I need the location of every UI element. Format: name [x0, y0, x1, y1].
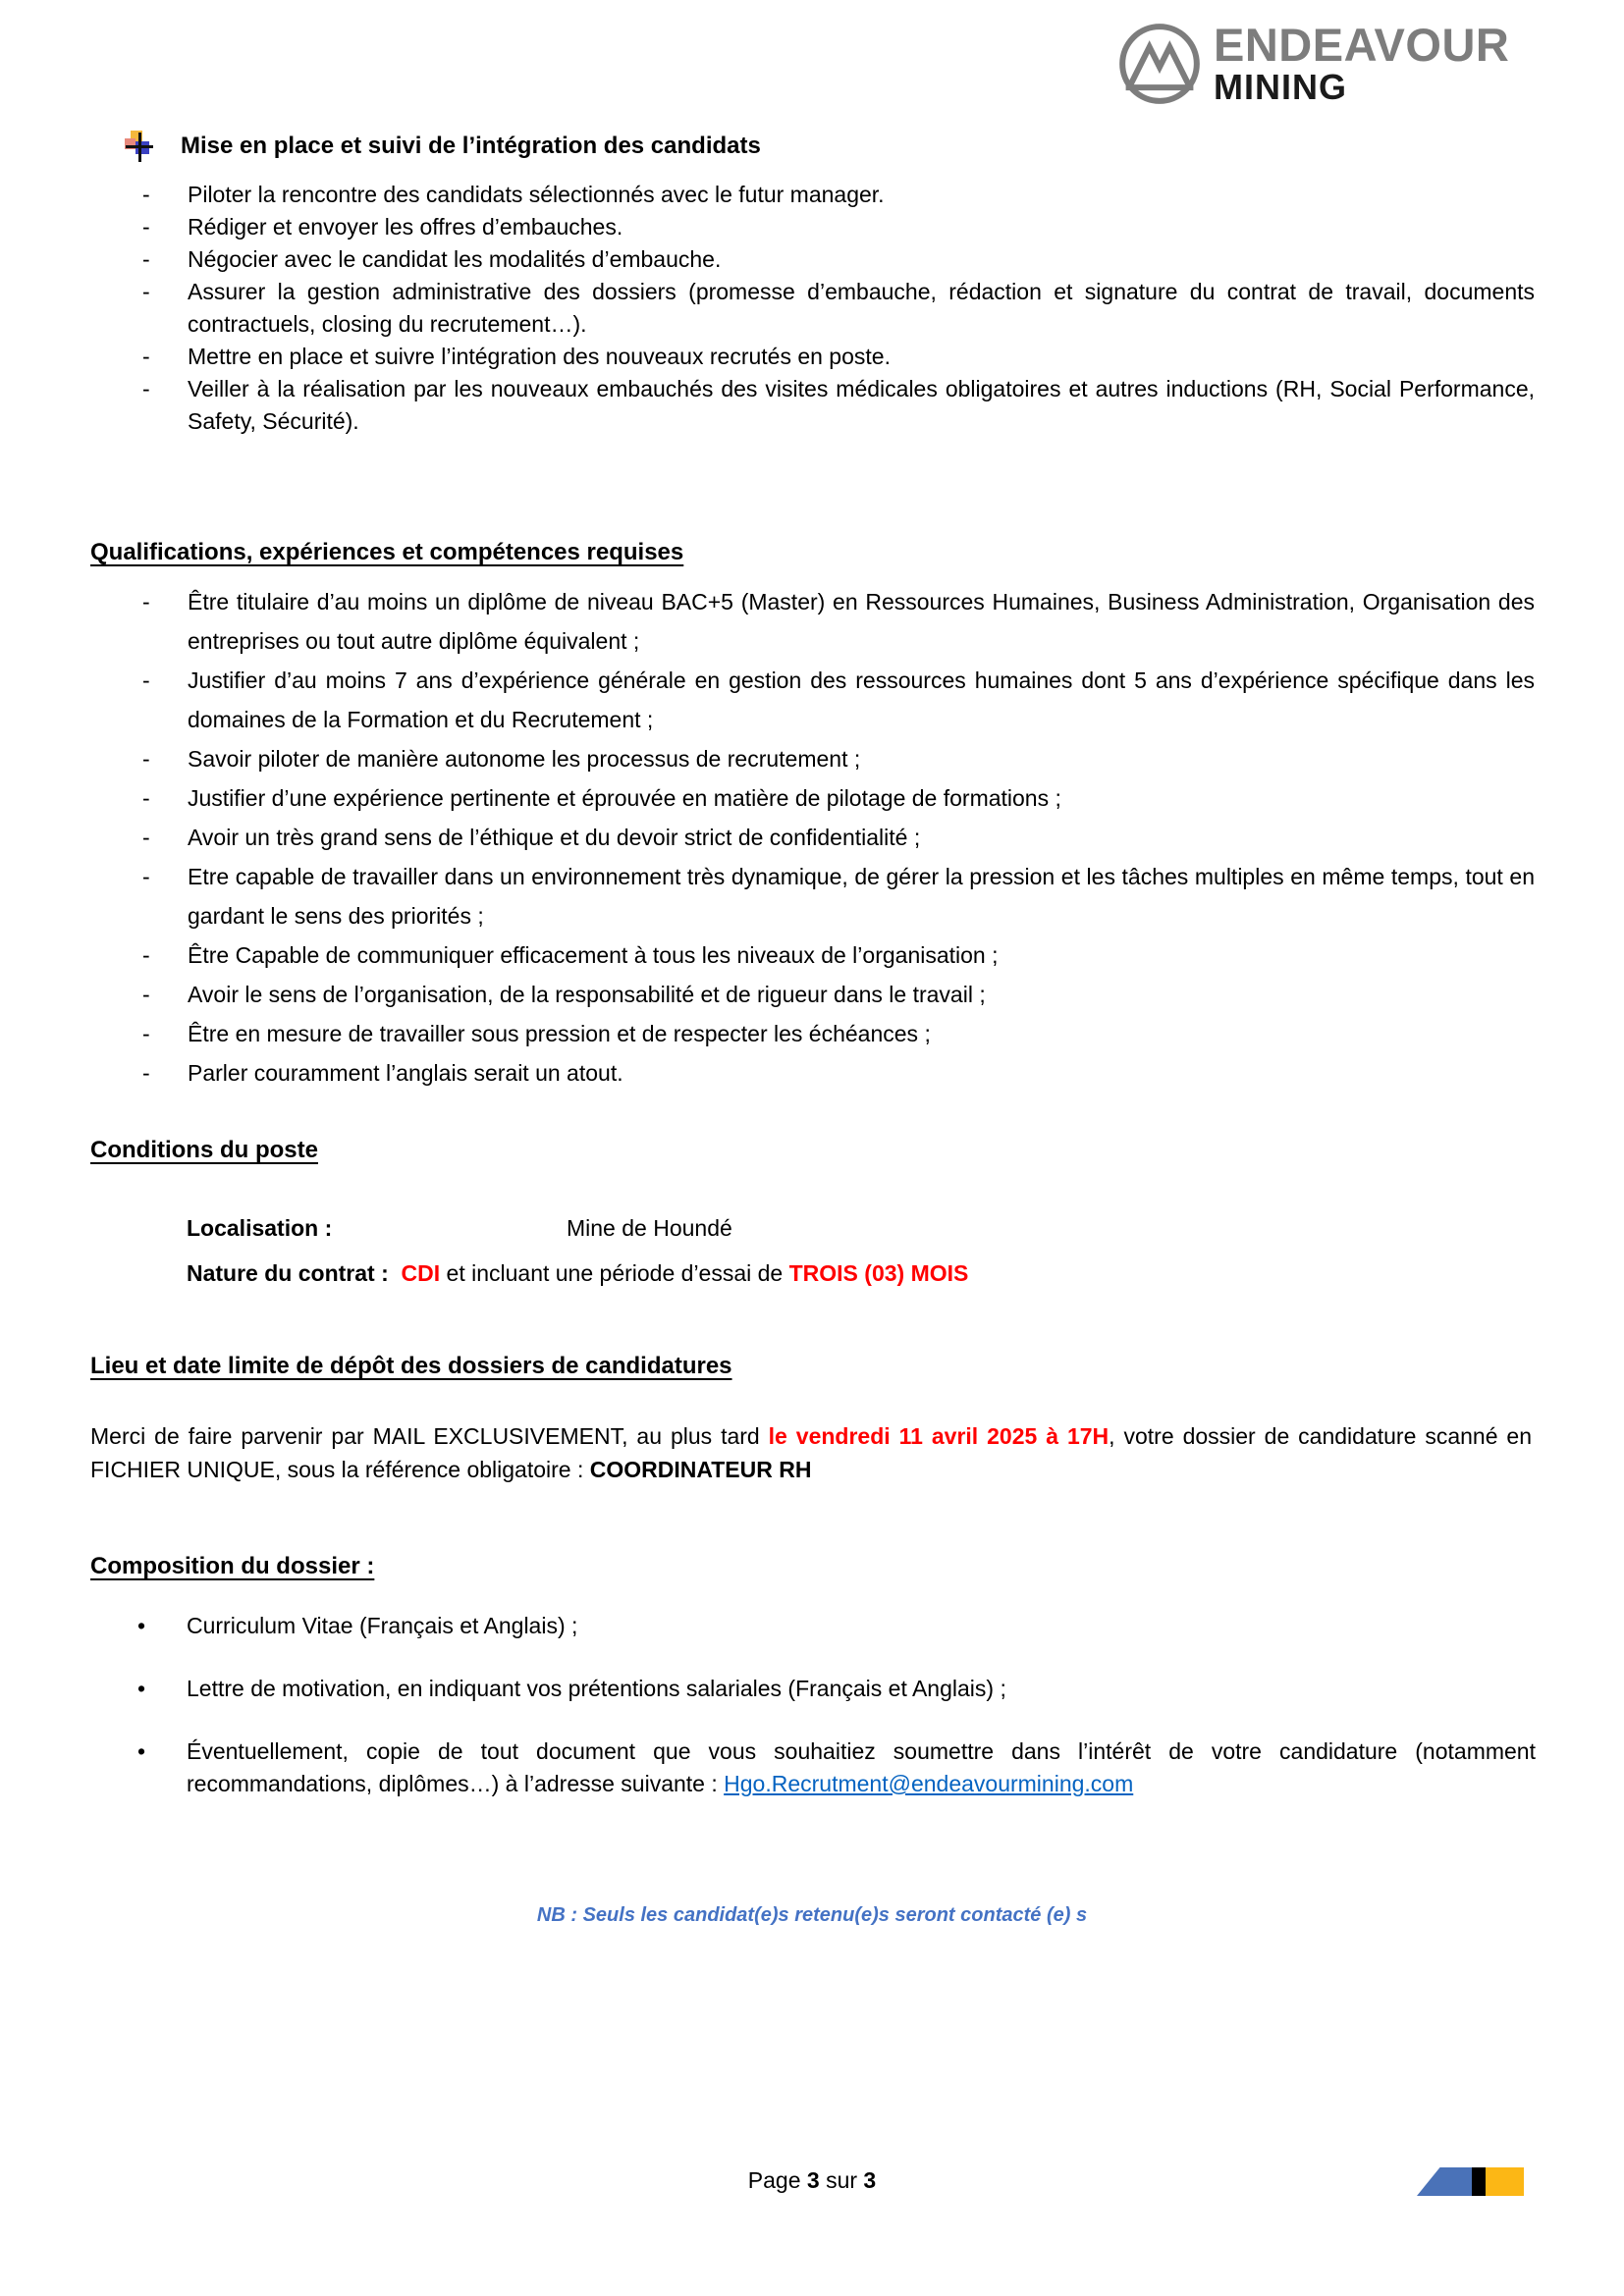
- page-number: [0, 2167, 1624, 2194]
- list-item-text: Savoir piloter de manière autonome les processus de recrutement ;: [188, 746, 861, 772]
- list-item: [142, 341, 1535, 373]
- endeavour-mountain-icon: [1117, 22, 1202, 106]
- dash-marker: -: [142, 182, 150, 207]
- list-item-text: Assurer la gestion administrative des dossiers (promesse d’embauche, rédaction et signature du contrat de travail, documents contractuels, closing du recrutement…).: [188, 279, 1535, 337]
- list-item-text: Être en mesure de travailler sous pression et de respecter les échéances ;: [188, 1021, 931, 1046]
- list-item: [142, 857, 1535, 935]
- dash-marker: -: [142, 785, 150, 811]
- location-label: Localisation :: [187, 1215, 333, 1241]
- deadline-text-1: Merci de faire parvenir par MAIL EXCLUSIVEMENT, au plus tard: [90, 1423, 760, 1449]
- list-item: [137, 1735, 1536, 1800]
- list-item: [142, 818, 1535, 857]
- footer-corner-decoration: [1417, 2167, 1524, 2196]
- dash-marker: -: [142, 214, 150, 240]
- recruitment-email-link[interactable]: Hgo.Recrutment@endeavourmining.com: [724, 1771, 1134, 1796]
- dash-marker: -: [142, 344, 150, 369]
- dash-marker: -: [142, 376, 150, 401]
- section-heading-qualifications: Qualifications, expériences et compétences requises: [90, 539, 684, 565]
- list-item-text: [187, 1735, 1536, 1800]
- application-reference: COORDINATEUR RH: [589, 1457, 812, 1482]
- list-item: [142, 373, 1535, 438]
- company-logo: [1117, 19, 1510, 107]
- corner-black-shape: [1472, 2167, 1486, 2196]
- qualifications-list: [142, 582, 1535, 1093]
- deadline-text-2: , votre dossier de candidature scanné en FICHIER UNIQUE, sous la référence obligatoire :: [90, 1423, 1533, 1482]
- heading-integration-title: Mise en place et suivi de l’intégration des candidats: [181, 133, 761, 159]
- list-item-text: Curriculum Vitae (Français et Anglais) ;: [187, 1613, 578, 1638]
- composition-item3-text: Éventuellement, copie de tout document que vous souhaitiez soumettre dans l’intérêt de votre candidature (notamment recommandations, diplômes…) à l’adresse suivante :: [187, 1738, 1536, 1796]
- list-item: [142, 778, 1535, 818]
- contract-mid-text: et incluant une période d’essai de: [446, 1260, 784, 1286]
- list-item: [142, 179, 1535, 211]
- contract-type: CDI: [401, 1260, 441, 1286]
- page-label-separator: sur: [826, 2167, 858, 2193]
- location-row: [187, 1205, 968, 1251]
- section-heading-composition: Composition du dossier :: [90, 1553, 375, 1579]
- list-item: [142, 276, 1535, 341]
- list-item: [137, 1610, 1536, 1642]
- list-item: [142, 975, 1535, 1014]
- list-item: [137, 1673, 1536, 1705]
- dash-marker: -: [142, 746, 150, 772]
- section-heading-integration: [124, 130, 761, 163]
- list-item-text: Lettre de motivation, en indiquant vos prétentions salariales (Français et Anglais) ;: [187, 1676, 1006, 1701]
- list-item-text: Veiller à la réalisation par les nouveaux embauchés des visites médicales obligatoires et autres inductions (RH, Social Performance, Safety, Sécurité).: [188, 376, 1535, 434]
- corner-yellow-shape: [1486, 2167, 1524, 2196]
- dash-marker: -: [142, 864, 150, 889]
- dash-marker: -: [142, 982, 150, 1007]
- list-item-text: Parler couramment l’anglais serait un atout.: [188, 1060, 623, 1086]
- page-label-prefix: Page: [747, 2167, 801, 2193]
- location-value: Mine de Houndé: [567, 1215, 732, 1241]
- contract-row: [187, 1251, 968, 1296]
- nb-note: NB : Seuls les candidat(e)s retenu(e)s seront contacté (e) s: [536, 1904, 1088, 1926]
- list-item-text: Négocier avec le candidat les modalités d’embauche.: [188, 246, 722, 272]
- deadline-date: le vendredi 11 avril 2025 à 17H: [768, 1423, 1110, 1449]
- dash-marker: -: [142, 1021, 150, 1046]
- list-item-text: Être Capable de communiquer efficacement à tous les niveaux de l’organisation ;: [188, 942, 999, 968]
- list-item: [142, 211, 1535, 243]
- list-item: [142, 661, 1535, 739]
- dash-marker: -: [142, 1060, 150, 1086]
- list-item: [142, 739, 1535, 778]
- bullet-marker: •: [137, 1676, 146, 1701]
- bullet-marker: •: [137, 1613, 146, 1638]
- list-item: [142, 1014, 1535, 1053]
- contract-trial-duration: TROIS (03) MOIS: [788, 1260, 969, 1286]
- conditions-details: [187, 1205, 968, 1296]
- corner-blue-shape: [1417, 2167, 1472, 2196]
- section-heading-deadline: Lieu et date limite de dépôt des dossiers de candidatures: [90, 1353, 732, 1379]
- list-item-text: Mettre en place et suivre l’intégration des nouveaux recrutés en poste.: [188, 344, 891, 369]
- dash-marker: -: [142, 589, 150, 614]
- dash-marker: -: [142, 942, 150, 968]
- list-item-text: Justifier d’au moins 7 ans d’expérience générale en gestion des ressources humaines dont 5 ans d’expérience spécifique dans les domaines de la Formation et du Recrutement ;: [188, 667, 1535, 732]
- page-number-current: 3: [806, 2167, 820, 2193]
- logo-wordmark: ENDEAVOUR: [1214, 19, 1510, 71]
- list-item-text: Avoir un très grand sens de l’éthique et du devoir strict de confidentialité ;: [188, 825, 921, 850]
- list-item: [142, 1053, 1535, 1093]
- dash-marker: -: [142, 667, 150, 693]
- list-item: [142, 243, 1535, 276]
- list-item-text: Piloter la rencontre des candidats sélectionnés avec le futur manager.: [188, 182, 885, 207]
- multicolor-plus-bullet-icon: [124, 130, 155, 163]
- bullet-marker: •: [137, 1738, 146, 1764]
- dash-marker: -: [142, 246, 150, 272]
- list-item-text: Justifier d’une expérience pertinente et éprouvée en matière de pilotage de formations ;: [188, 785, 1061, 811]
- list-item-text: Etre capable de travailler dans un environnement très dynamique, de gérer la pression et les tâches multiples en même temps, tout en gardant le sens des priorités ;: [188, 864, 1535, 929]
- list-item: [142, 582, 1535, 661]
- composition-list: [137, 1610, 1536, 1831]
- page-number-total: 3: [863, 2167, 877, 2193]
- dash-marker: -: [142, 279, 150, 304]
- list-item-text: Être titulaire d’au moins un diplôme de niveau BAC+5 (Master) en Ressources Humaines, Business Administration, Organisation des entreprises ou tout autre diplôme équivalent ;: [188, 589, 1535, 654]
- list-item-text: Rédiger et envoyer les offres d’embauches.: [188, 214, 623, 240]
- dash-marker: -: [142, 825, 150, 850]
- contract-label: Nature du contrat :: [187, 1260, 389, 1286]
- list-item: [142, 935, 1535, 975]
- integration-task-list: [142, 179, 1535, 438]
- list-item-text: Avoir le sens de l’organisation, de la responsabilité et de rigueur dans le travail ;: [188, 982, 986, 1007]
- deadline-paragraph: [90, 1419, 1532, 1486]
- section-heading-conditions: Conditions du poste: [90, 1137, 318, 1163]
- logo-wordmark-sub: MINING: [1214, 67, 1347, 107]
